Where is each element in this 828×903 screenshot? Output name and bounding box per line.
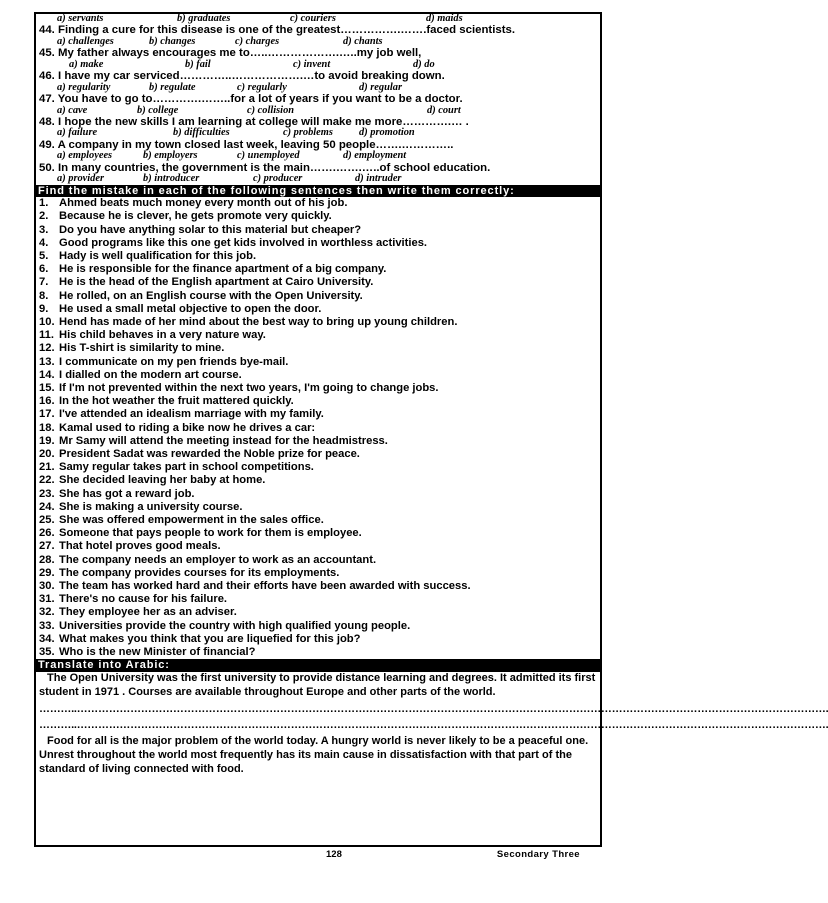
option: d) chants [343,35,383,47]
item-number: 25. [39,514,55,526]
list-item [39,540,597,553]
mistakes-heading: Find the mistake in each of the following sentences then write them correctly: [36,185,600,198]
item-number: 26. [39,527,55,540]
item-number: 2. [39,210,49,223]
list-item [39,197,597,210]
item-number: 33. [39,619,55,632]
question: 47. You have to go to………….……..for a lot of years if you want to be a doctor. [39,93,463,106]
option: c) regularly [237,81,287,93]
item-number: 7. [39,276,49,289]
question: 48. I hope the new skills I am learning at college will make me more………….… . [39,115,469,128]
list-item [39,606,597,619]
option: d) regular [359,81,403,93]
item-text: Universities provide the country with high qualified young people. [59,619,411,632]
item-number: 19. [39,434,55,447]
option: c) unemployed [237,150,300,162]
list-item [39,408,597,421]
list-item [39,620,597,633]
option: c) problems [283,127,333,139]
worksheet-frame [34,12,828,847]
mistakes-list [39,197,597,659]
item-number: 31. [39,593,55,606]
options-row [39,37,597,47]
question: 49. A company in my town closed last week, leaving 50 people…….………….. [39,138,454,151]
item-text: That hotel proves good meals. [59,540,221,553]
item-number: 32. [39,606,55,619]
list-item [39,356,597,369]
list-item [39,474,597,487]
list-item [39,580,597,593]
item-number: 17. [39,408,55,421]
item-number: 10. [39,315,55,328]
item-number: 5. [39,249,49,262]
item-number: 35. [39,646,55,659]
list-item [39,250,597,263]
option: c) couriers [290,13,336,24]
list-item [39,593,597,606]
item-text: She decided leaving her baby at home. [59,474,266,487]
option: b) employers [143,150,198,162]
item-number: 24. [39,500,55,513]
list-item [39,224,597,237]
item-text: He is the head of the English apartment at Cairo University. [59,276,374,289]
item-text: The company provides courses for its employments. [59,566,340,579]
option: d) promotion [359,127,415,139]
list-item [39,435,597,448]
item-number: 20. [39,447,55,460]
option: d) maids [426,13,463,24]
item-text: If I'm not prevented within the next two years, I'm going to change jobs. [59,381,439,394]
option: a) regularity [57,81,111,93]
item-text: He is responsible for the finance apartment of a big company. [59,263,387,276]
item-number: 3. [39,223,49,236]
option: b) college [137,104,179,116]
option: b) regulate [149,81,196,93]
item-number: 14. [39,368,55,381]
translate-heading: Translate into Arabic: [36,659,600,672]
translate-paragraph-2: Food for all is the major problem of the world today. A hungry world is never likely to be a peaceful one. Unrest throughout the world most frequently has its main cause in dissatisfaction with that part of the standard of living connected with food. [39,735,589,775]
list-item [39,448,597,461]
option: b) graduates [177,13,231,24]
item-number: 8. [39,289,49,302]
item-text: What makes you think that you are liquefied for this job? [59,632,361,645]
item-text: Hady is well qualification for this job. [59,249,257,262]
list-item [39,567,597,580]
item-text: He used a small metal objective to open the door. [59,302,322,315]
option: d) intruder [355,173,402,185]
option: d) do [413,58,435,70]
list-item [39,395,597,408]
translate-paragraph-1: The Open University was the first university to provide distance learning and degrees. It admitted its first student in 1971 . Courses are available throughout Europe and other parts of the world. [39,671,596,698]
item-number: 29. [39,566,55,579]
item-text: In the hot weather the fruit mattered quickly. [59,395,294,408]
options-row [39,83,597,93]
item-text: Kamal used to riding a bike now he drives a car: [59,421,316,434]
item-number: 1. [39,197,49,210]
list-item [39,488,597,501]
item-number: 11. [39,329,54,342]
option: d) court [427,104,461,116]
item-text: His child behaves in a very nature way. [59,329,266,342]
item-number: 16. [39,395,55,408]
item-text: She has got a reward job. [59,487,195,500]
item-text: They employee her as an adviser. [59,606,237,619]
item-number: 13. [39,355,55,368]
item-number: 9. [39,302,49,315]
list-item [39,633,597,646]
page-footer [34,847,602,861]
options-row [39,60,597,70]
list-item [39,263,597,276]
item-text: Hend has made of her mind about the best way to bring up young children. [59,315,458,328]
option: a) make [69,58,104,70]
list-item [39,342,597,355]
item-number: 18. [39,421,55,434]
item-text: Who is the new Minister of financial? [59,646,256,659]
option: b) fail [185,58,211,70]
item-number: 22. [39,474,55,487]
section-label: Secondary Three [496,849,580,860]
item-number: 23. [39,487,55,500]
item-number: 34. [39,632,55,645]
list-item [39,316,597,329]
list-item [39,382,597,395]
item-number: 6. [39,263,49,276]
list-item [39,329,597,342]
item-number: 30. [39,580,55,593]
mcq-list [39,24,597,184]
option: b) introducer [143,173,200,185]
item-text: I dialled on the modern art course. [59,368,242,381]
option: a) challenges [57,35,114,47]
option: c) charges [235,35,280,47]
item-number: 4. [39,236,49,249]
question: 46. I have my car serviced…………..……………….…to avoid breaking down. [39,70,445,83]
list-item [39,501,597,514]
option: a) provider [57,173,105,185]
option: a) cave [57,104,88,116]
item-text: He rolled, on an English course with the Open University. [59,289,363,302]
options-row [39,106,597,116]
item-text: She was offered empowerment in the sales office. [59,514,324,526]
item-text: There's no cause for his failure. [59,593,228,606]
list-item [39,646,597,659]
list-item [39,369,597,382]
list-item [39,554,597,567]
option: a) servants [57,13,104,24]
item-number: 12. [39,342,55,355]
item-text: Mr Samy will attend the meeting instead for the headmistress. [59,434,388,447]
item-text: President Sadat was rewarded the Noble prize for peace. [59,447,360,460]
question: 44. Finding a cure for this disease is one of the greatest…………….…….faced scientists. [39,24,515,37]
answer-line: ………..…………………………………………………………………………………………………………………………………………………………………………………………. [39,719,828,732]
question: 50. In many countries, the government is the main…….…….…..of school education. [39,161,491,174]
option: c) invent [293,58,331,70]
item-number: 28. [39,553,55,566]
item-text: Samy regular takes part in school competitions. [59,461,314,474]
option: a) failure [57,127,98,139]
list-item [39,276,597,289]
options-row [39,174,597,184]
options-row [39,151,597,161]
item-text: The team has worked hard and their efforts have been awarded with success. [59,580,471,593]
option: d) employment [343,150,407,162]
item-text: She is making a university course. [59,500,243,513]
item-text: Because he is clever, he gets promote very quickly. [59,210,332,223]
answer-line: ………..…………………………………………………………………………………………………………………………………………………………………………………………. [39,703,828,716]
page-number: 128 [326,849,342,860]
item-text: Do you have anything solar to this material but cheaper? [59,223,362,236]
list-item [39,422,597,435]
item-text: I've attended an idealism marriage with my family. [59,408,324,421]
option: b) changes [149,35,196,47]
list-item [39,303,597,316]
option: b) difficulties [173,127,230,139]
option: a) employees [57,150,113,162]
item-text: The company needs an employer to work as an accountant. [59,553,377,566]
question: 45. My father always encourages me to…..……………….…..my job well, [39,47,422,60]
item-text: I communicate on my pen friends bye-mail. [59,355,289,368]
list-item [39,461,597,474]
item-text: Ahmed beats much money every month out of his job. [59,197,348,210]
item-text: His T-shirt is similarity to mine. [59,342,225,355]
item-text: Someone that pays people to work for them is employee. [59,527,362,540]
options-row [39,128,597,138]
list-item [39,237,597,250]
item-text: Good programs like this one get kids involved in worthless activities. [59,236,428,249]
list-item [39,210,597,223]
item-number: 15. [39,381,55,394]
list-item [39,514,597,527]
top-options [39,14,597,24]
option: c) producer [253,173,303,185]
list-item [39,527,597,540]
list-item [39,290,597,303]
option: c) collision [247,104,295,116]
item-number: 21. [39,461,55,474]
item-number: 27. [39,540,55,553]
